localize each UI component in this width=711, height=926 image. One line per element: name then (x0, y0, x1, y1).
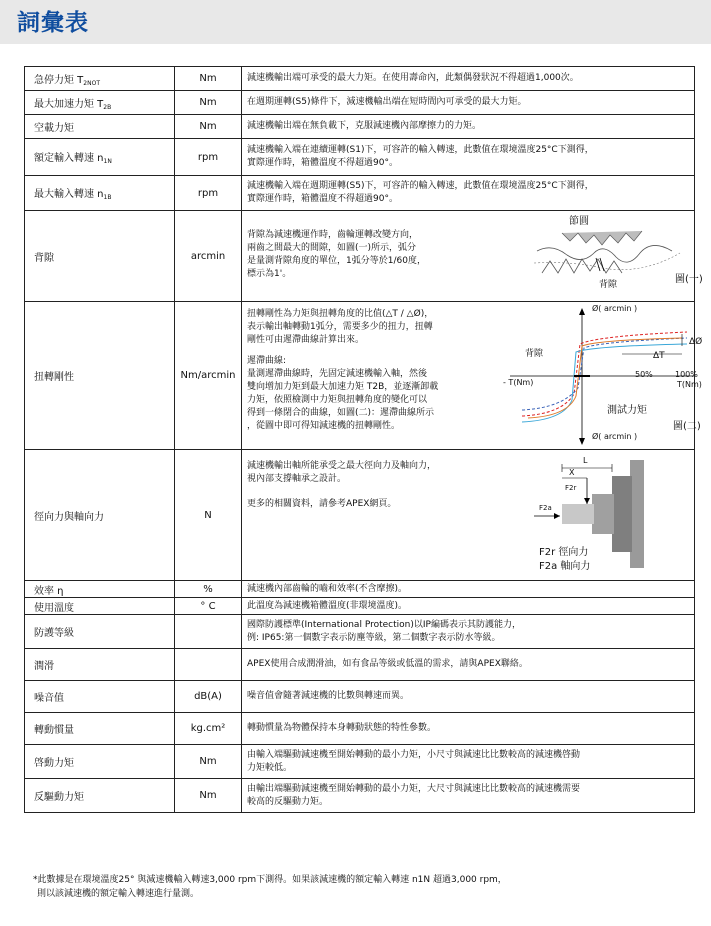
term-subscript: 1N (103, 158, 112, 165)
desc-line: 減速機輸入端在週期運轉(S5)下，可容許的輸入轉速，此數值在環境溫度25°C下測得， (247, 181, 594, 191)
desc-cell (242, 450, 695, 581)
axial-force-legend: F2a 軸向力 (539, 561, 591, 572)
delta-phi-label: ΔØ (689, 337, 703, 347)
pitch-circle-label: 節圓 (569, 216, 589, 227)
desc-line: 力矩較低。 (247, 762, 293, 773)
desc-line: 量測遲滯曲線時，先固定減速機輸入軸，然後 (247, 369, 428, 379)
unit-cell: rpm (175, 176, 242, 211)
desc-cell (242, 67, 695, 91)
desc-line: 雙向增加力矩到最大加速力矩 T2B，並逐漸卸載 (247, 382, 439, 392)
desc-cell (242, 139, 695, 176)
desc-cell (242, 615, 695, 649)
desc-line: 遲滯曲線: (247, 356, 287, 366)
term-label: 最大加速力矩 T (34, 98, 104, 110)
desc-line: 剛性可由遲滯曲線計算出來。 (247, 335, 365, 345)
term-cell: 效率 η (25, 581, 175, 598)
unit-cell: Nm (175, 745, 242, 779)
desc-cell (242, 91, 695, 115)
axis-bottom-label: Ø( arcmin ) (592, 432, 638, 441)
unit-cell: Nm (175, 115, 242, 139)
desc-line: 減速機內部齒輪的嚙和效率(不含摩擦)。 (247, 583, 408, 594)
desc-spacer (247, 347, 492, 355)
desc-cell (242, 211, 703, 302)
term-cell (25, 67, 175, 91)
length-l-label: L (583, 456, 588, 465)
term-cell: 潤滑 (25, 649, 175, 681)
term-cell: 防護等級 (25, 615, 175, 649)
desc-cell (242, 115, 695, 139)
term-cell (25, 91, 175, 115)
desc-spacer (247, 486, 497, 498)
axis-right-label: T(Nm) (677, 380, 702, 389)
desc-line: 表示輸出軸轉動1弧分，需要多少的扭力，扭轉 (247, 322, 433, 332)
unit-cell: Nm/arcmin (175, 302, 242, 450)
figure-caption: 圖(二) (673, 421, 701, 432)
footnote (33, 873, 683, 901)
desc-line: 噪音值會隨著減速機的比數與轉速而異。 (247, 691, 410, 701)
desc-cell (242, 779, 695, 813)
axial-force-label: F2a (539, 504, 552, 512)
term-cell: 徑向力與軸向力 (25, 450, 175, 581)
desc-line: 例: IP65:第一個數字表示防塵等級，第二個數字表示防水等級。 (247, 632, 501, 643)
term-cell: 扭轉剛性 (25, 302, 175, 450)
tick-100-label: 100% (675, 370, 698, 379)
axis-top-label: Ø( arcmin ) (592, 304, 638, 313)
unit-cell: Nm (175, 779, 242, 813)
desc-cell (242, 681, 695, 713)
delta-t-label: ΔT (653, 351, 665, 361)
term-label: 急停力矩 T (34, 74, 84, 86)
unit-cell (175, 649, 242, 681)
unit-cell: dB(A) (175, 681, 242, 713)
desc-line: 實際運作時，箱體溫度不得超過90°。 (247, 158, 398, 168)
page-title: 詞彙表 (17, 10, 89, 36)
term-subscript: 1B (103, 194, 112, 201)
unit-cell: % (175, 581, 242, 598)
table-row (25, 615, 695, 649)
unit-cell: Nm (175, 67, 242, 91)
term-cell: 噪音值 (25, 681, 175, 713)
term-subscript: 2B (103, 103, 112, 111)
table-row (25, 115, 695, 139)
test-torque-label: 測試力矩 (607, 405, 647, 416)
table-row (25, 598, 695, 615)
desc-cell (242, 581, 695, 598)
table-row (25, 713, 695, 745)
table-row (25, 91, 695, 115)
desc-line: 扭轉剛性為力矩與扭轉角度的比值(△T / △Ø)， (247, 309, 434, 319)
desc-cell (242, 302, 703, 450)
footnote-line: *此數據是在環境溫度25° 與減速機輸入轉速3,000 rpm下測得。如果該減速機的額定輸入轉速 n1N 超過3,000 rpm， (33, 875, 507, 885)
table-row (25, 681, 695, 713)
backlash-label: 背隙 (525, 349, 544, 359)
unit-cell (175, 615, 242, 649)
term-cell: 啓動力矩 (25, 745, 175, 779)
term-cell: 使用溫度 (25, 598, 175, 615)
unit-cell: Nm (175, 91, 242, 115)
desc-line: 減速機輸出端在無負載下，克服減速機內部摩擦力的力矩。 (247, 121, 482, 131)
term-label: 最大輸入轉速 n (34, 189, 104, 200)
desc-line: 是量測背隙角度的單位，1弧分等於1/60度， (247, 256, 426, 266)
desc-line: 由輸出端驅動減速機至開始轉動的最小力矩，大尺寸與減速比比數較高的減速機需要 (247, 783, 581, 794)
figure-caption: 圖(一) (675, 274, 703, 285)
table-row (25, 67, 695, 91)
backlash-label: 背隙 (599, 280, 618, 290)
table-row (25, 450, 695, 581)
desc-line: 由輸入端驅動減速機至開始轉動的最小力矩，小尺寸與減速比比數較高的減速機啓動 (247, 749, 581, 760)
term-cell (25, 139, 175, 176)
unit-cell: kg.cm² (175, 713, 242, 745)
term-subscript: 2NOT (83, 79, 100, 87)
term-cell (25, 176, 175, 211)
desc-line: 視內部支撐軸承之設計。 (247, 474, 347, 484)
unit-cell: N (175, 450, 242, 581)
footnote-line: 則以該減速機的額定輸入轉速進行量測。 (37, 889, 200, 899)
table-row (25, 176, 695, 211)
desc-cell (242, 713, 695, 745)
desc-cell (242, 598, 695, 615)
axis-left-label: - T(Nm) (503, 378, 534, 387)
table-row (25, 302, 695, 450)
term-cell: 轉動慣量 (25, 713, 175, 745)
desc-line: 更多的相關資料，請參考APEX網頁。 (247, 499, 397, 509)
desc-cell (242, 649, 695, 681)
desc-line: 標示為1'。 (247, 269, 292, 279)
desc-line: 兩齒之間最大的間隙，如圖(一)所示，弧分 (247, 243, 417, 253)
desc-line: 此溫度為減速機箱體溫度(非環境溫度)。 (247, 600, 408, 611)
desc-line: 減速機輸出端可承受的最大力矩。在使用壽命內，此類偶發狀況不得超過1,000次。 (247, 73, 579, 83)
table-row (25, 745, 695, 779)
table-row (25, 211, 695, 302)
glossary-table (24, 66, 703, 813)
desc-line: 轉動慣量為物體保持本身轉動狀態的特性參數。 (247, 723, 437, 733)
desc-line: 力矩，依照檢測中力矩與扭轉角度的變化可以 (247, 395, 428, 405)
term-cell: 背隙 (25, 211, 175, 302)
term-label: 額定輸入轉速 n (34, 153, 104, 164)
desc-line: 國際防護標準(International Protection)以IP編碼表示其防護能力， (247, 619, 521, 630)
desc-line: 得到一條閉合的曲線，如圖(二)：遲滯曲線所示 (247, 408, 435, 418)
unit-cell: arcmin (175, 211, 242, 302)
desc-cell (242, 745, 695, 779)
desc-line: APEX使用合成潤滑油，如有食品等級或低溫的需求，請與APEX聯絡。 (247, 659, 528, 669)
unit-cell: rpm (175, 139, 242, 176)
table-row (25, 581, 695, 598)
desc-line: 減速機輸入端在連續運轉(S1)下，可容許的輸入轉速，此數值在環境溫度25°C下測得， (247, 145, 594, 155)
desc-line: 較高的反驅動力矩。 (247, 796, 329, 807)
radial-force-legend: F2r 徑向力 (539, 547, 589, 558)
term-cell: 空載力矩 (25, 115, 175, 139)
desc-line: 實際運作時，箱體溫度不得超過90°。 (247, 194, 398, 204)
table-row (25, 139, 695, 176)
desc-cell (242, 176, 695, 211)
length-x-label: X (569, 468, 575, 477)
unit-cell: ° C (175, 598, 242, 615)
table-row (25, 779, 695, 813)
table-row (25, 649, 695, 681)
radial-force-label: F2r (565, 484, 577, 492)
desc-line: 背隙為減速機運作時，齒輪運轉改變方向， (247, 230, 419, 240)
desc-line: 減速機輸出軸所能承受之最大徑向力及軸向力， (247, 461, 437, 471)
desc-line: 在週期運轉(S5)條件下，減速機輸出端在短時間內可承受的最大力矩。 (247, 97, 527, 107)
title-band (0, 0, 711, 44)
desc-line: ，從圖中即可得知減速機的扭轉剛性。 (247, 421, 401, 431)
term-cell: 反驅動力矩 (25, 779, 175, 813)
tick-50-label: 50% (635, 370, 653, 379)
